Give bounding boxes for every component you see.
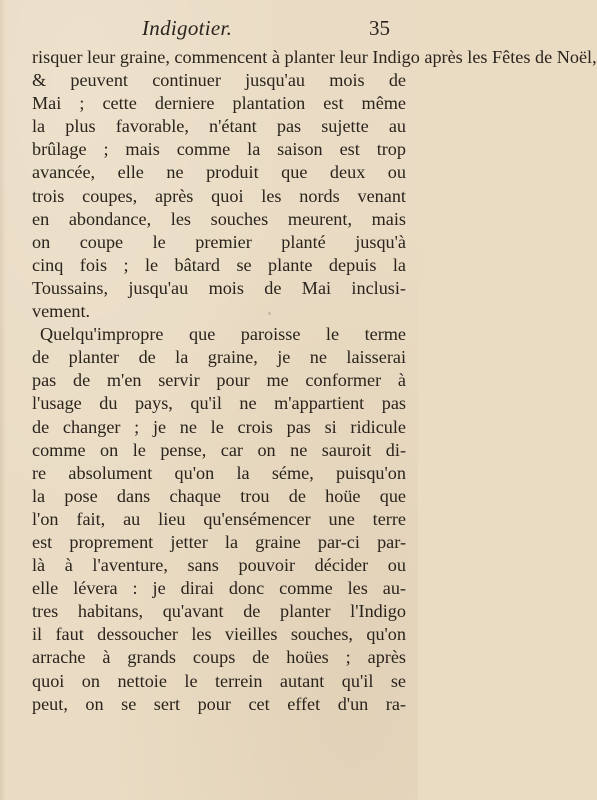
text-line: elle lévera : je dirai donc comme les au- — [32, 578, 406, 599]
paper-speck — [223, 123, 226, 126]
text-line: l'usage du pays, qu'il ne m'appartient pas — [32, 393, 406, 414]
text-line: la pose dans chaque trou de hoüe que — [32, 485, 406, 506]
text-line: re absolument qu'on la séme, puisqu'on — [32, 462, 406, 483]
body-text — [32, 46, 597, 716]
text-line: vement. — [32, 301, 91, 322]
text-line: la plus favorable, n'étant pas sujette au — [32, 116, 406, 137]
text-line: en abondance, les souches meurent, mais — [32, 208, 406, 229]
paragraph-start-line: Quelqu'impropre que paroisse le terme — [40, 324, 406, 345]
running-title: Indigotier. — [142, 16, 233, 40]
text-line: Mai ; cette derniere plantation est même — [32, 93, 406, 114]
text-line: comme on le pense, car on ne sauroit di- — [32, 439, 406, 460]
text-line: brûlage ; mais comme la saison est trop — [32, 139, 406, 160]
text-line: de planter de la graine, je ne laisserai — [32, 347, 406, 368]
text-line: risquer leur graine, commencent à planter leur Indigo après les Fêtes de Noël, — [32, 47, 597, 67]
text-line: pas de m'en servir pour me conformer à — [32, 370, 406, 391]
text-line: arrache à grands coups de hoües ; après — [32, 647, 406, 668]
text-line: cinq fois ; le bâtard se plante depuis la — [32, 254, 406, 275]
page-header — [18, 14, 400, 42]
text-line: peut, on se sert pour cet effet d'un ra- — [32, 693, 406, 714]
text-line: est proprement jetter la graine par-ci par- — [32, 531, 406, 552]
text-line: de changer ; je ne le crois pas si ridicule — [32, 416, 406, 437]
text-line: tres habitans, qu'avant de planter l'Indigo — [32, 601, 406, 622]
text-line: il faut dessoucher les vieilles souches, qu'on — [32, 624, 406, 645]
text-line: trois coupes, après quoi les nords venant — [32, 185, 406, 206]
text-line: là à l'aventure, sans pouvoir décider ou — [32, 555, 406, 576]
text-line: & peuvent continuer jusqu'au mois de — [32, 70, 406, 91]
page-number: 35 — [369, 16, 390, 40]
paper-speck — [106, 590, 109, 593]
text-line: Toussains, jusqu'au mois de Mai inclusi- — [32, 277, 406, 298]
text-line: l'on fait, au lieu qu'ensémencer une terre — [32, 508, 406, 529]
paper-speck — [268, 312, 271, 315]
text-line: avancée, elle ne produit que deux ou — [32, 162, 406, 183]
text-line: quoi on nettoie le terrein autant qu'il se — [32, 670, 406, 691]
text-line: on coupe le premier planté jusqu'à — [32, 231, 406, 252]
